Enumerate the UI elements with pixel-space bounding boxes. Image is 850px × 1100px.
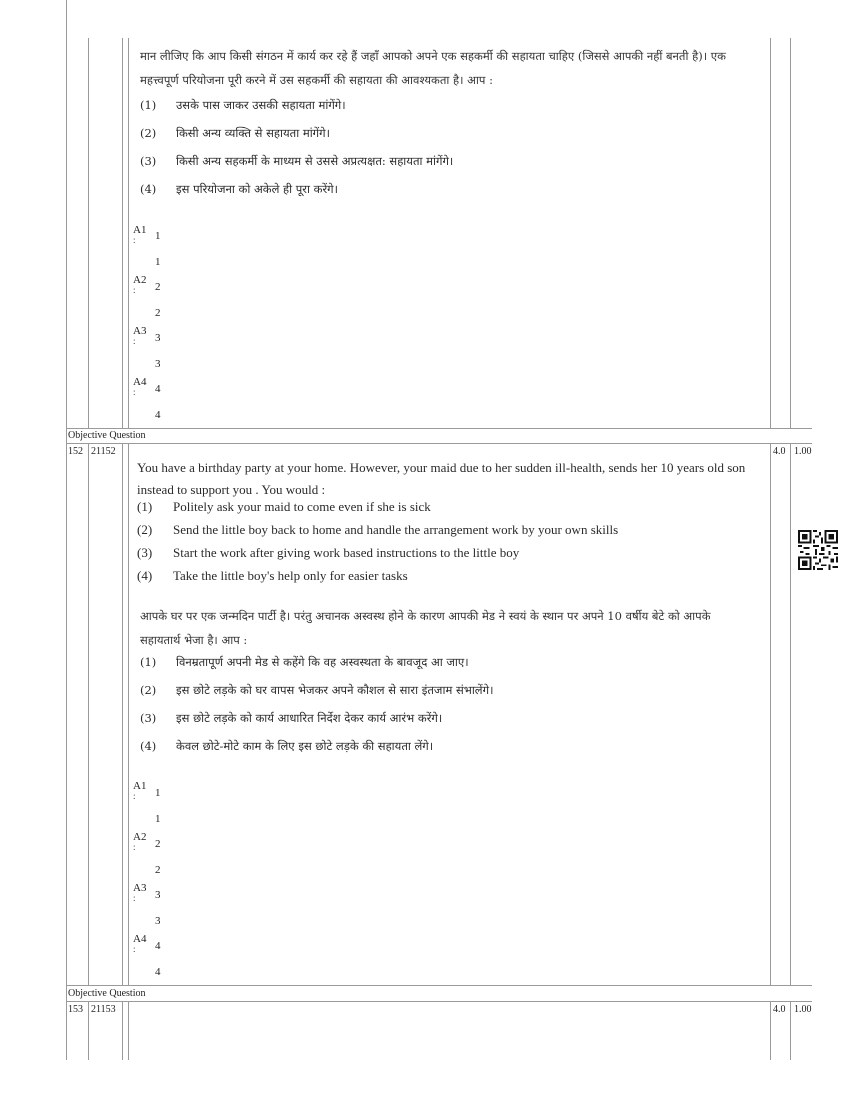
col-divider-id: [122, 1002, 123, 1060]
question-negative-marks: 1.00: [794, 446, 812, 457]
option-text: इस छोटे लड़के को घर वापस भेजकर अपने कौशल से सारा इंतजाम संभालेंगे।: [176, 683, 494, 697]
answer-value: 2: [155, 838, 161, 850]
option-text: इस छोटे लड़के को कार्य आधारित निर्देश देकर कार्य आरंभ करेंगे।: [176, 711, 443, 725]
col-divider-serial: [88, 1002, 89, 1060]
hindi-option-2: [140, 126, 330, 141]
option-number: (1): [137, 499, 153, 514]
option-text: उसके पास जाकर उसकी सहायता मांगेंगे।: [176, 98, 346, 112]
option-text: किसी अन्य व्यक्ति से सहायता मांगेंगे।: [176, 126, 330, 140]
answer-label-a3: A3 :: [133, 882, 147, 903]
col-divider-marks: [790, 38, 791, 428]
hindi-option-1: [140, 655, 469, 670]
answer-value-repeat: 3: [155, 358, 161, 370]
option-text: Politely ask your maid to come even if she is sick: [173, 499, 431, 514]
answer-label-a1: A1 :: [133, 224, 147, 245]
answer-value-repeat: 2: [155, 307, 161, 319]
hindi-option-3: [140, 711, 442, 726]
option-text: इस परियोजना को अकेले ही पूरा करेंगे।: [176, 182, 339, 196]
answer-value: 3: [155, 889, 161, 901]
question-hindi-stem: मान लीजिए कि आप किसी संगठन में कार्य कर रहे हैं जहाँ आपको अपने एक सहकर्मी की सहायता चाहिए (जिससे आपकी नहीं बनती है)। एक महत्त्वपूर्ण परियोजना पूरी करने में उस सहकर्मी की सहायता की आवश्यकता है। आप :: [140, 49, 726, 87]
option-number: (1): [140, 655, 157, 669]
option-text: Take the little boy's help only for easier tasks: [173, 568, 408, 583]
option-number: (1): [140, 98, 157, 112]
hindi-option-1: [140, 98, 346, 113]
option-number: (3): [140, 711, 157, 725]
col-divider-serial: [88, 444, 89, 986]
answer-label-a4: A4 :: [133, 376, 147, 397]
hindi-option-3: [140, 154, 453, 169]
question-marks: 4.0: [773, 446, 786, 457]
question-type-label: Objective Question: [68, 988, 146, 999]
question-id: 21152: [91, 446, 116, 457]
content-border-right: [770, 38, 771, 428]
question-serial: 153: [68, 1004, 83, 1015]
answer-value: 1: [155, 787, 161, 799]
col-divider-serial: [88, 38, 89, 428]
answer-value: 3: [155, 332, 161, 344]
answer-value: 1: [155, 230, 161, 242]
answer-value: 4: [155, 940, 161, 952]
english-option-3: [137, 545, 519, 561]
hindi-option-4: [140, 182, 338, 197]
col-divider-id: [122, 38, 123, 428]
answer-value-repeat: 4: [155, 409, 161, 421]
qr-code-icon: [798, 530, 838, 570]
question-id: 21153: [91, 1004, 116, 1015]
option-number: (4): [140, 182, 157, 196]
answer-value-repeat: 2: [155, 864, 161, 876]
question-english-stem: You have a birthday party at your home. However, your maid due to her sudden ill-health, sends her 10 years old son instead to support you . You would :: [137, 460, 746, 497]
question-type-label: Objective Question: [68, 430, 146, 441]
option-text: Start the work after giving work based instructions to the little boy: [173, 545, 520, 560]
option-number: (2): [140, 683, 157, 697]
option-text: केवल छोटे-मोटे काम के लिए इस छोटे लड़के की सहायता लेंगे।: [176, 739, 434, 753]
row-divider: [66, 1001, 812, 1002]
option-text: विनम्रतापूर्ण अपनी मेड से कहेंगे कि वह अस्वस्थता के बावजूद आ जाए।: [176, 655, 469, 669]
content-border-left: [128, 38, 129, 428]
hindi-option-2: [140, 683, 493, 698]
option-number: (2): [140, 126, 157, 140]
option-number: (3): [140, 154, 157, 168]
option-number: (4): [140, 739, 157, 753]
answer-label-a2: A2 :: [133, 831, 147, 852]
row-divider: [66, 443, 812, 444]
option-number: (3): [137, 545, 153, 560]
answer-label-a4: A4 :: [133, 933, 147, 954]
answer-value-repeat: 1: [155, 813, 161, 825]
option-text: Send the little boy back to home and handle the arrangement work by your own skills: [173, 522, 619, 537]
question-hindi-stem: आपके घर पर एक जन्मदिन पार्टी है। परंतु अचानक अस्वस्थ होने के कारण आपकी मेड ने स्वयं के स्थान पर अपने 10 वर्षीय बेटे को आपके सहायतार्थ भेजा है। आप :: [140, 609, 711, 647]
answer-value-repeat: 4: [155, 966, 161, 978]
content-border-left: [128, 444, 129, 986]
answer-label-a2: A2 :: [133, 274, 147, 295]
option-number: (2): [137, 522, 153, 537]
content-border-left: [128, 1002, 129, 1060]
answer-value: 4: [155, 383, 161, 395]
answer-label-a3: A3 :: [133, 325, 147, 346]
row-divider: [66, 428, 812, 429]
col-divider-id: [122, 444, 123, 986]
question-negative-marks: 1.00: [794, 1004, 812, 1015]
row-divider: [66, 985, 812, 986]
content-border-right: [770, 1002, 771, 1060]
english-option-2: [137, 522, 618, 538]
option-number: (4): [137, 568, 153, 583]
table-border-left: [66, 0, 67, 1060]
answer-label-a1: A1 :: [133, 780, 147, 801]
option-text: किसी अन्य सहकर्मी के माध्यम से उससे अप्रत्यक्षत: सहायता मांगेंगे।: [176, 154, 454, 168]
answer-value-repeat: 1: [155, 256, 161, 268]
col-divider-marks: [790, 1002, 791, 1060]
english-option-1: [137, 499, 431, 515]
question-marks: 4.0: [773, 1004, 786, 1015]
question-serial: 152: [68, 446, 83, 457]
content-border-right: [770, 444, 771, 986]
english-option-4: [137, 568, 408, 584]
answer-value: 2: [155, 281, 161, 293]
answer-value-repeat: 3: [155, 915, 161, 927]
hindi-option-4: [140, 739, 433, 754]
col-divider-marks: [790, 444, 791, 986]
